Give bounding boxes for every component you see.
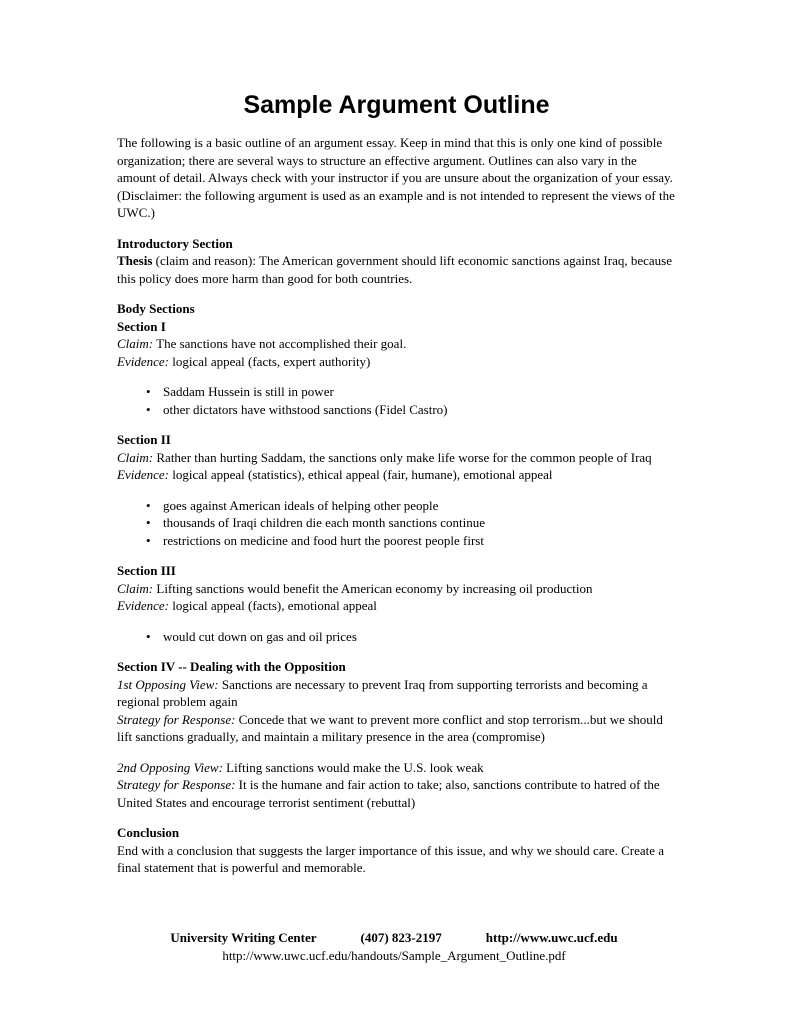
footer-website-url: http://www.uwc.ucf.edu — [485, 930, 618, 945]
claim-text: The sanctions have not accomplished their goal. — [153, 336, 407, 351]
response-strategy-text: It is the humane and fair action to take; also, sanctions contribute to hatred of the United States and encourage terrorist sentiment (rebuttal) — [117, 777, 660, 810]
opposing-view-1-line — [117, 676, 676, 711]
introductory-section-heading: Introductory Section — [117, 235, 233, 251]
section-3-evidence-line — [117, 597, 676, 615]
response-strategy-text: Concede that we want to prevent more conflict and stop terrorism...but we should lift sanctions gradually, and maintain a military presence in the area (compromise) — [117, 711, 663, 744]
opposing-view-label: 1st Opposing View: — [117, 676, 219, 692]
evidence-label: Evidence: — [117, 598, 169, 613]
response-strategy-label: Strategy for Response: — [117, 711, 236, 727]
section-2-claim-line — [117, 449, 676, 467]
section-3-bullet-list — [117, 628, 676, 646]
footer-contact-line — [0, 929, 788, 947]
bullet-item: • restrictions on medicine and food hurt the poorest people first — [117, 532, 676, 550]
page-title: Sample Argument Outline — [243, 91, 550, 119]
evidence-text: logical appeal (facts), emotional appeal — [168, 598, 377, 613]
conclusion-section — [117, 824, 676, 877]
footer-handout-url: http://www.uwc.ucf.edu/handouts/Sample_Argument_Outline.pdf — [222, 947, 566, 963]
opposing-view-2-group — [117, 759, 676, 812]
section-3-claim-line — [117, 580, 676, 598]
response-strategy-2-line — [117, 776, 676, 811]
claim-text: Lifting sanctions would benefit the American economy by increasing oil production — [153, 580, 593, 596]
footer-phone: (407) 823-2197 — [360, 930, 442, 945]
body-section-1 — [117, 300, 676, 370]
section-2-bullet-list — [117, 497, 676, 550]
evidence-text: logical appeal (statistics), ethical appeal (fair, humane), emotional appeal — [168, 467, 553, 482]
bullet-item: • Saddam Hussein is still in power — [117, 383, 676, 401]
thesis-label: Thesis — [117, 253, 153, 268]
section-1-evidence-line — [117, 353, 676, 371]
intro-paragraph: The following is a basic outline of an argument essay. Keep in mind that this is only one kind of possible organization; there are several ways to structure an effective argument. Outlines can also vary in the amount of detail. Always check with your instructor if you are unsure about the organization of your essay. (Disclaimer: the following argument is used as an example and is not intended to represent the views of the UWC.) — [117, 135, 675, 220]
evidence-text: logical appeal (facts, expert authority) — [168, 353, 371, 369]
thesis-line — [117, 252, 676, 287]
bullet-item: • thousands of Iraqi children die each month sanctions continue — [117, 514, 676, 532]
section-1-claim-line — [117, 335, 676, 353]
section-4-opposition — [117, 658, 676, 746]
opposing-view-text: Lifting sanctions would make the U.S. look weak — [222, 759, 484, 775]
introductory-section — [117, 235, 676, 288]
section-4-heading: Section IV -- Dealing with the Opposition — [117, 659, 346, 674]
section-1-bullet-list — [117, 383, 676, 418]
response-strategy-1-line — [117, 711, 676, 746]
claim-label: Claim: — [117, 449, 154, 465]
section-2-evidence-line — [117, 466, 676, 484]
bullet-item: • other dictators have withstood sanctions (Fidel Castro) — [117, 401, 676, 419]
section-1-heading: Section I — [117, 318, 166, 334]
section-3-heading: Section III — [117, 563, 176, 578]
body-sections-heading: Body Sections — [117, 301, 195, 316]
body-section-2 — [117, 431, 676, 484]
claim-text: Rather than hurting Saddam, the sanctions only make life worse for the common people of Iraq — [153, 449, 652, 465]
response-strategy-label: Strategy for Response: — [117, 777, 236, 792]
section-2-heading: Section II — [117, 432, 171, 447]
footer-org-name: University Writing Center — [170, 930, 317, 945]
conclusion-text: End with a conclusion that suggests the larger importance of this issue, and why we should care. Create a final statement that is powerful and memorable. — [117, 842, 665, 875]
opposing-view-label: 2nd Opposing View: — [117, 759, 223, 775]
evidence-label: Evidence: — [117, 467, 169, 482]
evidence-label: Evidence: — [117, 353, 169, 369]
claim-label: Claim: — [117, 580, 154, 596]
page-footer — [0, 929, 788, 964]
body-section-3 — [117, 562, 676, 615]
opposing-view-text: Sanctions are necessary to prevent Iraq from supporting terrorists and becoming a regional problem again — [117, 676, 648, 709]
bullet-item: • would cut down on gas and oil prices — [117, 628, 676, 646]
claim-label: Claim: — [117, 336, 154, 351]
opposing-view-2-line — [117, 759, 676, 777]
thesis-text: (claim and reason): The American government should lift economic sanctions against Iraq, because this policy does more harm than good for both countries. — [117, 253, 672, 286]
conclusion-heading: Conclusion — [117, 825, 180, 840]
bullet-item: • goes against American ideals of helping other people — [117, 497, 676, 515]
